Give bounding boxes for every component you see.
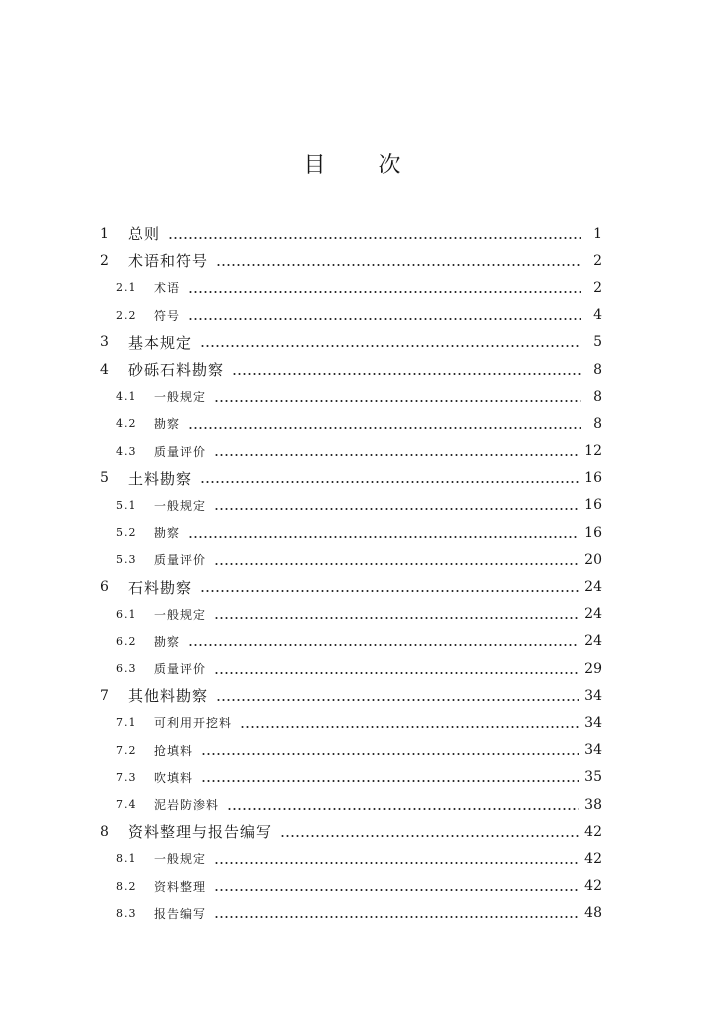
section-number: 8.3 [116, 906, 137, 920]
dot-leader [188, 643, 579, 647]
dot-leader [201, 752, 579, 756]
dot-leader [200, 480, 579, 484]
section-number: 5.1 [116, 498, 137, 512]
page-number: 42 [584, 850, 602, 867]
section-number: 8.1 [116, 852, 137, 866]
section-title: 质量评价 [154, 444, 207, 459]
toc-section-5-2 [100, 519, 602, 546]
toc-chapter-8 [100, 818, 602, 845]
page-number: 16 [584, 524, 602, 541]
section-number: 7.4 [116, 798, 137, 812]
toc-section-7-3 [100, 764, 602, 791]
page-number: 16 [584, 497, 602, 514]
toc-chapter-5 [100, 465, 602, 492]
dot-leader [214, 671, 579, 675]
page-number: 2 [593, 279, 602, 296]
page-number: 34 [584, 714, 602, 731]
dot-leader [188, 290, 581, 294]
chapter-number: 6 [100, 579, 109, 596]
dot-leader [200, 344, 581, 348]
chapter-title: 土料勘察 [128, 469, 193, 488]
section-number: 5.2 [116, 526, 137, 540]
page-number: 34 [584, 742, 602, 759]
section-number: 6.1 [116, 607, 137, 621]
page-number: 24 [584, 579, 602, 596]
section-title: 勘察 [154, 417, 181, 432]
page-number: 5 [593, 334, 602, 351]
dot-leader [200, 589, 579, 593]
chapter-title: 基本规定 [128, 333, 193, 352]
toc-section-5-1 [100, 492, 602, 519]
toc-section-2-2 [100, 302, 602, 329]
section-title: 可利用开挖料 [154, 716, 233, 731]
section-title: 质量评价 [154, 662, 207, 677]
section-title: 一般规定 [154, 498, 207, 513]
toc-section-8-1 [100, 845, 602, 872]
chapter-number: 3 [100, 334, 109, 351]
dot-leader [280, 834, 579, 838]
toc-chapter-1 [100, 220, 602, 247]
page-number: 24 [584, 633, 602, 650]
section-number: 7.1 [116, 716, 137, 730]
chapter-number: 8 [100, 823, 109, 840]
toc-section-7-4 [100, 791, 602, 818]
chapter-number: 1 [100, 225, 109, 242]
toc-section-8-2 [100, 873, 602, 900]
page-number: 20 [584, 551, 602, 568]
toc-section-4-2 [100, 410, 602, 437]
page-number: 24 [584, 606, 602, 623]
dot-leader [227, 807, 579, 811]
section-title: 一般规定 [154, 852, 207, 867]
toc-chapter-4 [100, 356, 602, 383]
section-title: 一般规定 [154, 607, 207, 622]
toc-chapter-6 [100, 573, 602, 600]
section-number: 4.3 [116, 444, 137, 458]
page-number: 8 [593, 361, 602, 378]
section-title: 抢填料 [154, 743, 194, 758]
page-number: 34 [584, 687, 602, 704]
toc-chapter-3 [100, 329, 602, 356]
toc-section-6-2 [100, 628, 602, 655]
toc-section-8-3 [100, 900, 602, 927]
page-number: 1 [593, 225, 602, 242]
chapter-number: 7 [100, 687, 109, 704]
page-title: 目 次 [303, 153, 401, 178]
section-title: 资料整理 [154, 879, 207, 894]
section-title: 术语 [154, 281, 181, 296]
section-title: 符号 [154, 308, 181, 323]
toc-section-5-3 [100, 546, 602, 573]
page-number: 42 [584, 823, 602, 840]
page-number: 8 [593, 388, 602, 405]
chapter-number: 5 [100, 470, 109, 487]
section-number: 6.3 [116, 662, 137, 676]
toc-section-7-1 [100, 709, 602, 736]
dot-leader [201, 779, 579, 783]
toc-section-4-3 [100, 438, 602, 465]
chapter-title: 石料勘察 [128, 578, 193, 597]
page-number: 2 [593, 252, 602, 269]
dot-leader [214, 399, 581, 403]
page-number: 48 [584, 905, 602, 922]
section-number: 5.3 [116, 553, 137, 567]
page-number: 8 [593, 415, 602, 432]
section-number: 8.2 [116, 879, 137, 893]
chapter-number: 2 [100, 252, 109, 269]
dot-leader [188, 535, 579, 539]
page-number: 12 [584, 443, 602, 460]
dot-leader [216, 698, 579, 702]
page-number: 38 [584, 796, 602, 813]
page-number: 35 [584, 769, 602, 786]
section-number: 4.1 [116, 390, 137, 404]
section-number: 4.2 [116, 417, 137, 431]
section-number: 6.2 [116, 634, 137, 648]
dot-leader [214, 507, 579, 511]
section-title: 报告编写 [154, 906, 207, 921]
section-number: 7.3 [116, 770, 137, 784]
chapter-title: 术语和符号 [128, 252, 209, 271]
section-title: 勘察 [154, 634, 181, 649]
dot-leader [214, 616, 579, 620]
toc-chapter-7 [100, 682, 602, 709]
section-number: 7.2 [116, 743, 137, 757]
toc-section-4-1 [100, 383, 602, 410]
dot-leader [214, 562, 579, 566]
toc-section-7-2 [100, 737, 602, 764]
dot-leader [188, 426, 581, 430]
chapter-title: 资料整理与报告编写 [128, 823, 273, 842]
dot-leader [214, 453, 579, 457]
chapter-title: 其他料勘察 [128, 687, 209, 706]
section-title: 泥岩防渗料 [154, 798, 220, 813]
dot-leader [214, 861, 579, 865]
toc-section-6-1 [100, 601, 602, 628]
toc-chapter-2 [100, 247, 602, 274]
chapter-title: 总则 [128, 225, 161, 244]
table-of-contents [100, 220, 602, 927]
page-number: 16 [584, 470, 602, 487]
section-number: 2.1 [116, 281, 137, 295]
chapter-title: 砂砾石料勘察 [128, 361, 225, 380]
dot-leader [214, 888, 579, 892]
toc-section-2-1 [100, 274, 602, 301]
page-number: 42 [584, 878, 602, 895]
section-title: 吹填料 [154, 770, 194, 785]
dot-leader [240, 725, 579, 729]
section-title: 勘察 [154, 526, 181, 541]
section-title: 质量评价 [154, 553, 207, 568]
dot-leader [232, 372, 581, 376]
dot-leader [214, 915, 579, 919]
section-number: 2.2 [116, 308, 137, 322]
dot-leader [168, 236, 581, 240]
section-title: 一般规定 [154, 390, 207, 405]
page-number: 4 [593, 307, 602, 324]
page-number: 29 [584, 660, 602, 677]
dot-leader [188, 317, 581, 321]
toc-section-6-3 [100, 655, 602, 682]
dot-leader [216, 263, 581, 267]
chapter-number: 4 [100, 361, 109, 378]
